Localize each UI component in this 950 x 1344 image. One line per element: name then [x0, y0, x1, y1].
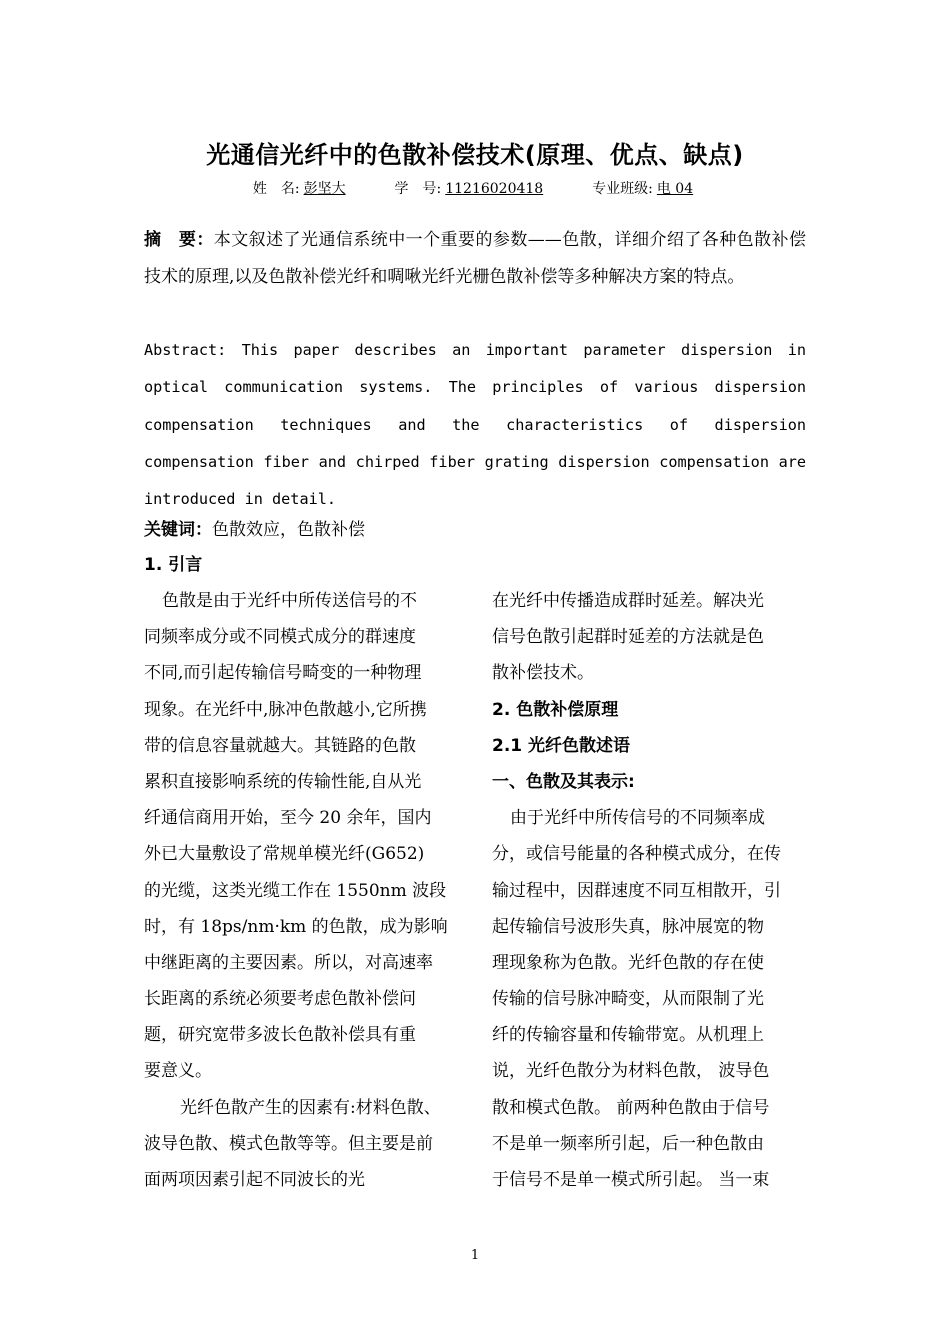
paragraph-line: 题，研究宽带多波长色散补偿具有重: [144, 1025, 416, 1046]
abstract-english: Abstract: This paper describes an important parameter dispersion in optical communication systems. The principles of various dispersion compensation techniques and the characteristics of dispersion compensation fiber and chirped fiber grating dispersion compensation are introduced in detail.: [144, 341, 806, 509]
paragraph-line: 外已大量敷设了常规单模光纤(G652): [144, 844, 425, 865]
paragraph-line: 的光缆，这类光缆工作在 1550nm 波段: [144, 880, 447, 901]
paragraph-line: 起传输信号波形失真，脉冲展宽的物: [492, 916, 764, 937]
paragraph-line: 说，光纤色散分为材料色散， 波导色: [492, 1061, 770, 1082]
paragraph-line: 不同,而引起传输信号畸变的一种物理: [144, 663, 422, 684]
author-info: [0, 178, 950, 198]
section-heading-principle: 2. 色散补偿原理: [492, 699, 619, 720]
paragraph-line: 同频率成分或不同模式成分的群速度: [144, 627, 416, 648]
abstract-text: 本文叙述了光通信系统中一个重要的参数——色散，详细介绍了各种色散补偿技术的原理,以及色散补偿光纤和啁啾光纤光栅色散补偿等多种解决方案的特点。: [144, 230, 807, 287]
paragraph-line: 带的信息容量就越大。其链路的色散: [144, 735, 416, 756]
abstract-heading: 摘 要：: [144, 230, 214, 250]
left-column: [144, 583, 462, 1198]
paragraph-line: 理现象称为色散。光纤色散的存在使: [492, 952, 764, 973]
paragraph-line: 中继距离的主要因素。所以，对高速率: [144, 952, 433, 973]
paragraph-line: 不是单一频率所引起，后一种色散由: [492, 1133, 764, 1154]
paragraph-line: 输过程中，因群速度不同互相散开，引: [492, 880, 781, 901]
keywords: [144, 515, 806, 545]
keywords-text: 色散效应，色散补偿: [212, 520, 365, 540]
paragraph-line: 波导色散、模式色散等等。但主要是前: [144, 1133, 433, 1154]
paragraph-line: 信号色散引起群时延差的方法就是色: [492, 627, 764, 648]
student-id: 11216020418: [445, 181, 544, 197]
paragraph-line: 光纤色散产生的因素有:材料色散、: [180, 1097, 441, 1118]
subsection-heading: 2.1 光纤色散述语: [492, 735, 631, 756]
right-column: [492, 583, 810, 1198]
paragraph-line: 散补偿技术。: [492, 663, 594, 684]
paragraph-line: 累积直接影响系统的传输性能,自从光: [144, 771, 422, 792]
paragraph-line: 面两项因素引起不同波长的光: [144, 1170, 365, 1190]
page-number: 1: [470, 1248, 480, 1263]
paragraph-line: 分，或信号能量的各种模式成分，在传: [492, 844, 781, 865]
author-name: 彭坚大: [303, 181, 346, 197]
paragraph-line: 长距离的系统必须要考虑色散补偿问: [144, 989, 416, 1010]
keywords-heading: 关键词：: [144, 520, 212, 540]
document-title: 光通信光纤中的色散补偿技术(原理、优点、缺点): [206, 141, 744, 169]
paragraph-line: 现象。在光纤中,脉冲色散越小,它所携: [144, 699, 427, 720]
paragraph-line: 散和模式色散。 前两种色散由于信号: [492, 1097, 770, 1118]
paragraph-line: 时，有 18ps/nm·km 的色散，成为影响: [144, 916, 448, 937]
student-id-label: 学 号:: [394, 181, 442, 197]
paragraph-line: 纤的传输容量和传输带宽。从机理上: [492, 1025, 764, 1046]
class-value: 电 04: [656, 181, 694, 197]
abstract-chinese: [144, 222, 806, 296]
paragraph-line: 在光纤中传播造成群时延差。解决光: [492, 591, 764, 611]
name-label: 姓 名:: [252, 181, 300, 197]
paragraph-line: 传输的信号脉冲畸变，从而限制了光: [492, 989, 764, 1010]
paragraph-line: 要意义。: [144, 1061, 212, 1082]
class-label: 专业班级:: [592, 181, 653, 197]
section-heading-introduction: 1. 引言: [144, 555, 203, 575]
subsubsection-heading: 一、色散及其表示:: [492, 771, 635, 792]
paragraph-line: 色散是由于光纤中所传送信号的不: [162, 591, 417, 611]
paragraph-line: 由于光纤中所传信号的不同频率成: [510, 808, 765, 829]
paragraph-line: 纤通信商用开始，至今 20 余年，国内: [144, 808, 432, 829]
paragraph-line: 于信号不是单一模式所引起。 当一束: [492, 1170, 770, 1190]
